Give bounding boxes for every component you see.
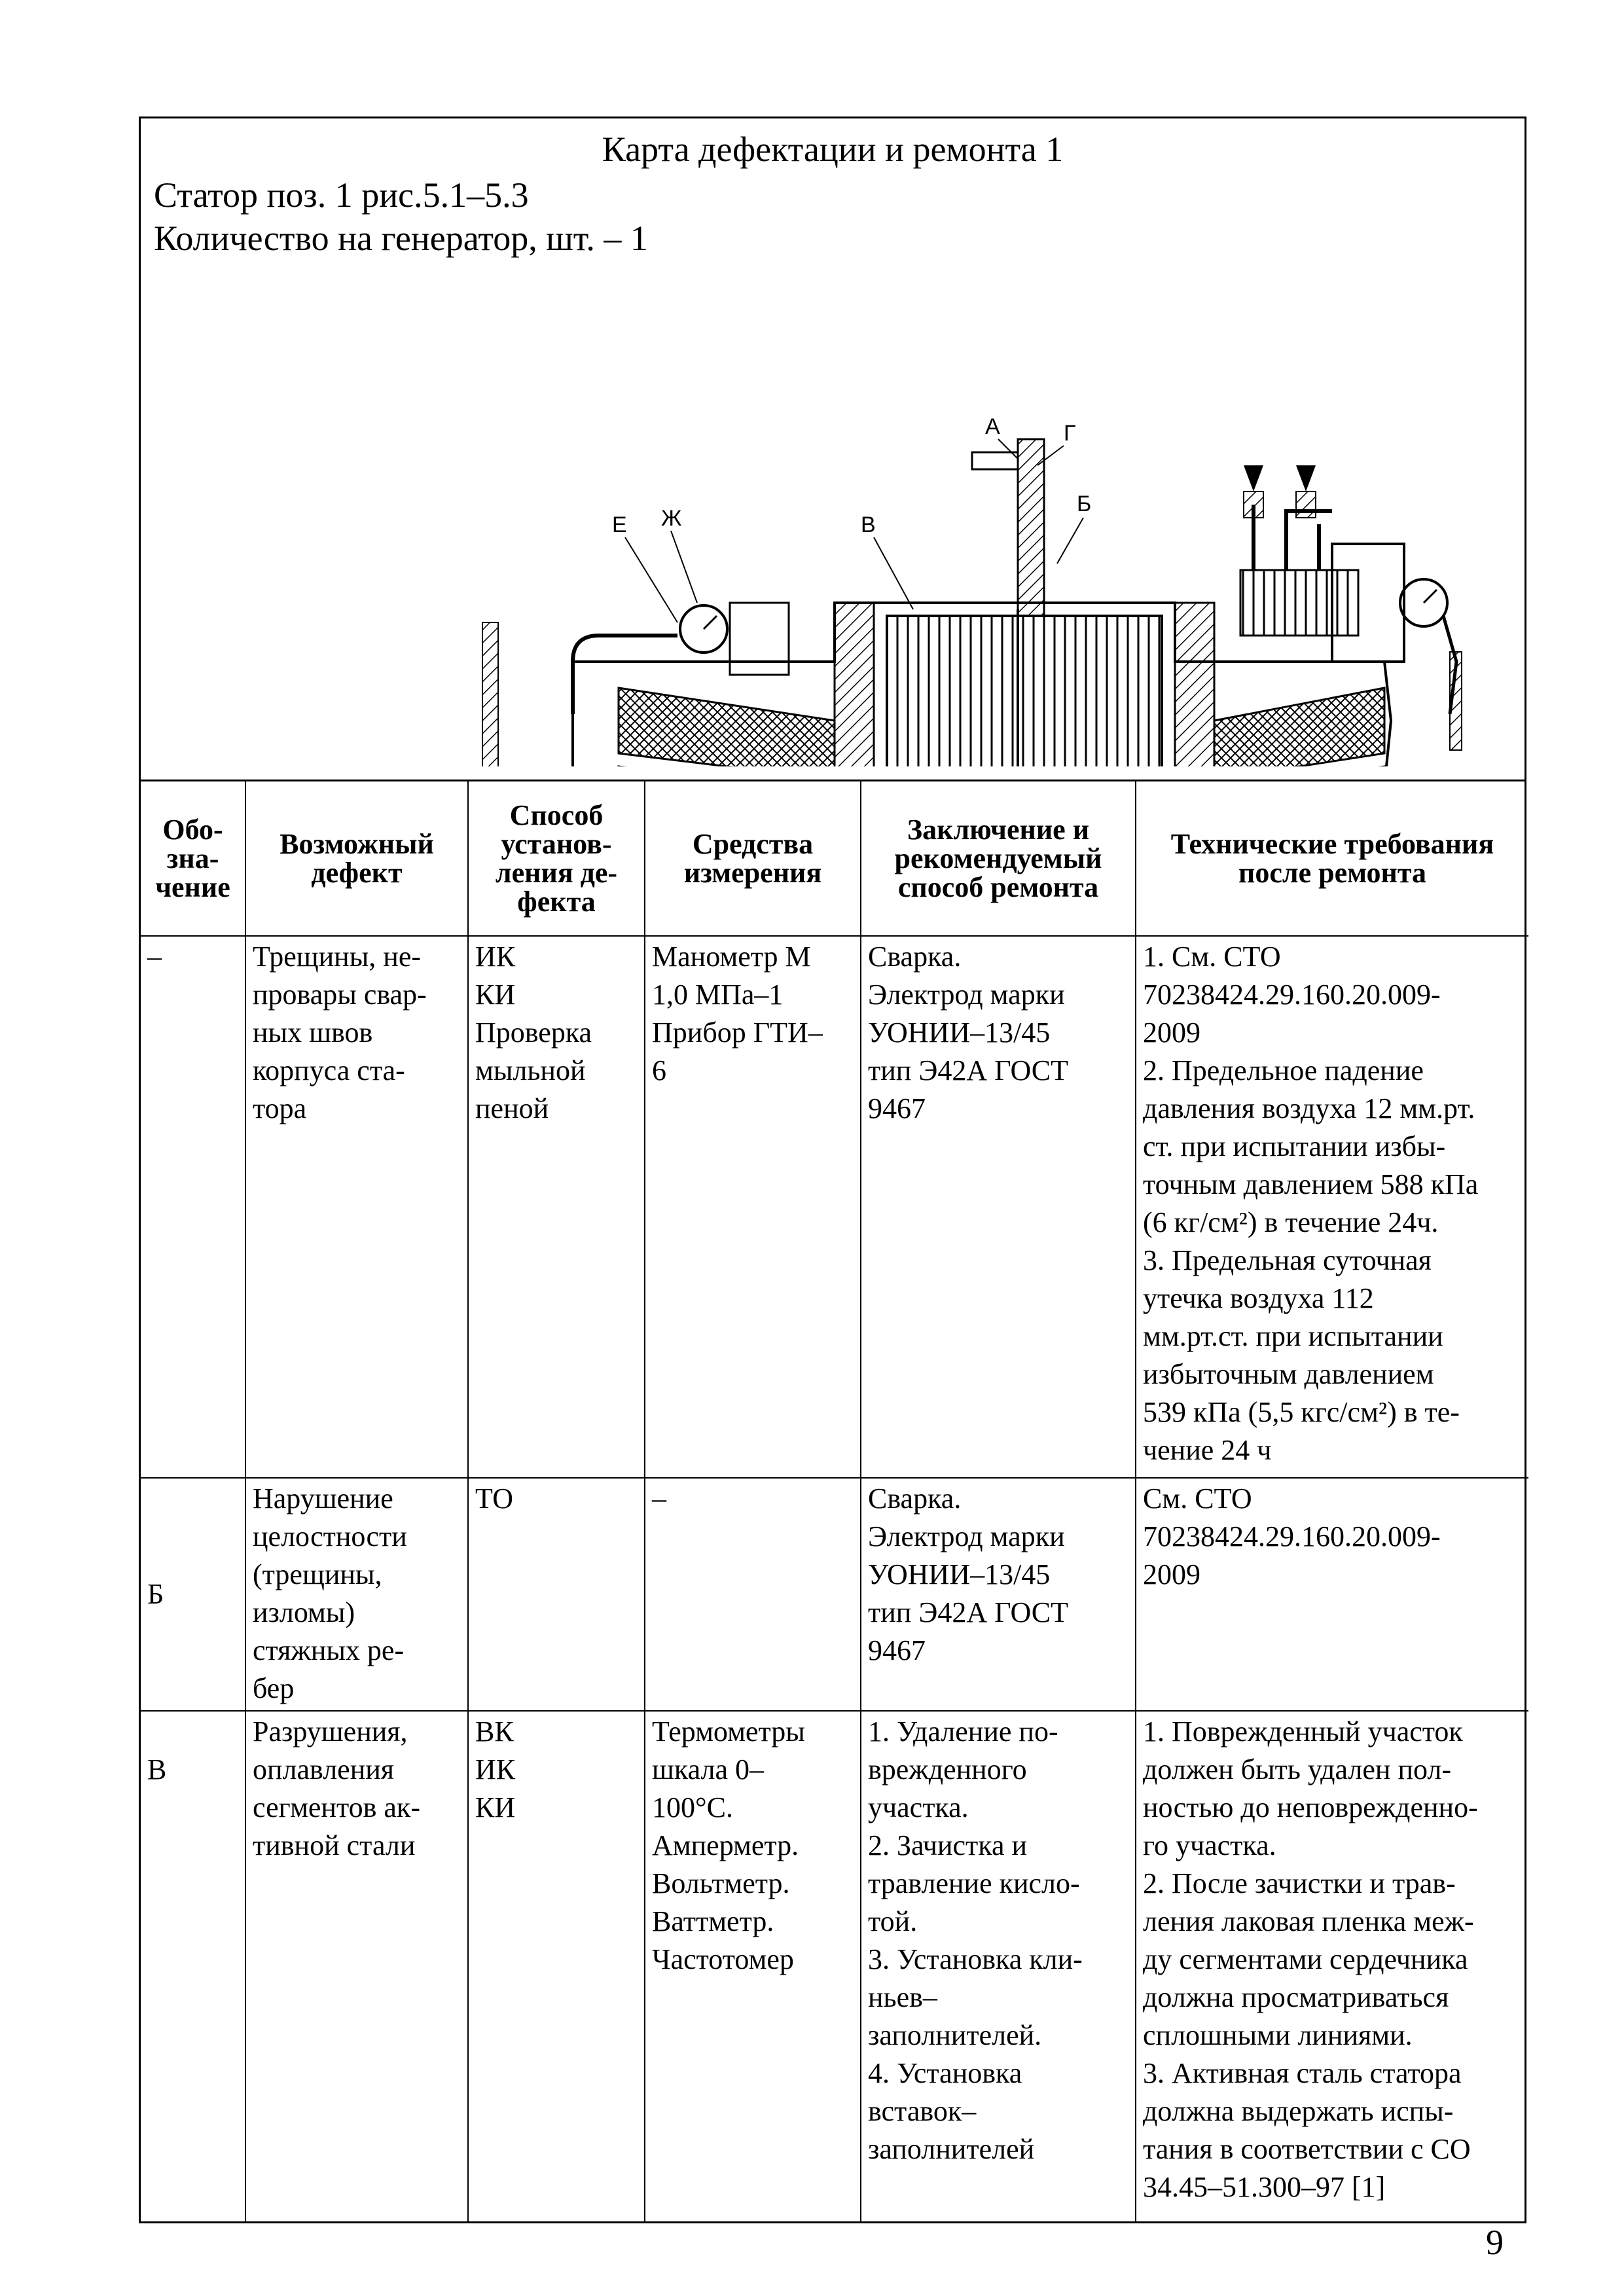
- table-row: [141, 1478, 1528, 1711]
- table-header-row: [141, 781, 1528, 936]
- figure-label: Е: [612, 512, 627, 537]
- header-technical-requirements: Технические требования после ремонта: [1136, 781, 1528, 936]
- cell-method: ВК ИК КИ: [468, 1711, 645, 2221]
- figure-label: В: [861, 512, 876, 537]
- cell-requirements: 1. См. СТО 70238424.29.160.20.009- 2009 2. Предельное падение давления воздуха 12 мм.рт. ст. при испытании избы- точным давлением 588 кПа (6 кг/см²) в течение 24ч. 3. Предельная суточная утечка воздуха 112 мм.рт.ст. при испытании избыточным давлением 539 кПа (5,5 кгс/см²) в те- чение 24 ч: [1136, 936, 1528, 1478]
- cell-means: Манометр М 1,0 МПа–1 Прибор ГТИ– 6: [645, 936, 861, 1478]
- cell-method: ИК КИ Проверка мыльной пеной: [468, 936, 645, 1478]
- defect-card: [139, 117, 1526, 2223]
- stator-drawing: [337, 295, 1463, 766]
- cell-means: –: [645, 1478, 861, 1711]
- header-defect: Возможный дефект: [245, 781, 468, 936]
- cell-designation: Б: [141, 1478, 245, 1711]
- cell-defect: Нарушение целостности (трещины, изломы) стяжных ре- бер: [245, 1478, 468, 1711]
- cell-designation: –: [141, 936, 245, 1478]
- stiffening-rib: [1018, 439, 1044, 616]
- header-detection-method: Способ установ- ления де- фекта: [468, 781, 645, 936]
- left-hatch-bar: [482, 622, 498, 766]
- cell-requirements: См. СТО 70238424.29.160.20.009- 2009: [1136, 1478, 1528, 1711]
- figure-label: Ж: [661, 506, 682, 531]
- header-measuring-means: Средства измерения: [645, 781, 861, 936]
- card-subtitle-part: Статор поз. 1 рис.5.1–5.3: [154, 175, 529, 215]
- card-header: [141, 118, 1525, 781]
- cell-repair: 1. Удаление по- врежденного участка. 2. Зачистка и травление кисло- той. 3. Установка кли- ньев– заполнителей. 4. Установка вставок– заполнителей: [861, 1711, 1136, 2221]
- figure-label: А: [985, 414, 1000, 439]
- card-subtitle-quantity: Количество на генератор, шт. – 1: [154, 219, 648, 258]
- table-row: [141, 1711, 1528, 2221]
- table-row: [141, 936, 1528, 1478]
- cell-repair: Сварка. Электрод марки УОНИИ–13/45 тип Э42А ГОСТ 9467: [861, 1478, 1136, 1711]
- cell-method: ТО: [468, 1478, 645, 1711]
- cell-designation: В: [141, 1711, 245, 2221]
- figure-label: Г: [1064, 421, 1076, 446]
- cell-defect: Трещины, не- провары свар- ных швов корпуса ста- тора: [245, 936, 468, 1478]
- figure-label: Б: [1077, 492, 1092, 516]
- header-repair-method: Заключение и рекомендуемый способ ремонта: [861, 781, 1136, 936]
- stator-core: [887, 616, 1162, 766]
- cell-means: Термометры шкала 0– 100°С. Амперметр. Вольтметр. Ваттметр. Частотомер: [645, 1711, 861, 2221]
- page-number: 9: [1486, 2223, 1504, 2262]
- cell-requirements: 1. Поврежденный участок должен быть удален пол- ностью до неповрежденно- го участка. 2. После зачистки и трав- ления лаковая пленка меж- ду сегментами сердечника должна просматриваться сплошными линиями. 3. Активная сталь статора должна выдержать испы- тания в соответствии с СО 34.45–51.300–97 [1]: [1136, 1711, 1528, 2221]
- card-title: Карта дефектации и ремонта 1: [602, 130, 1064, 169]
- stator-cross-section-figure: [337, 295, 1463, 766]
- defect-table: [141, 781, 1528, 2221]
- cell-defect: Разрушения, оплавления сегментов ак- тивной стали: [245, 1711, 468, 2221]
- cell-repair: Сварка. Электрод марки УОНИИ–13/45 тип Э42А ГОСТ 9467: [861, 936, 1136, 1478]
- header-designation: Обо- зна- чение: [141, 781, 245, 936]
